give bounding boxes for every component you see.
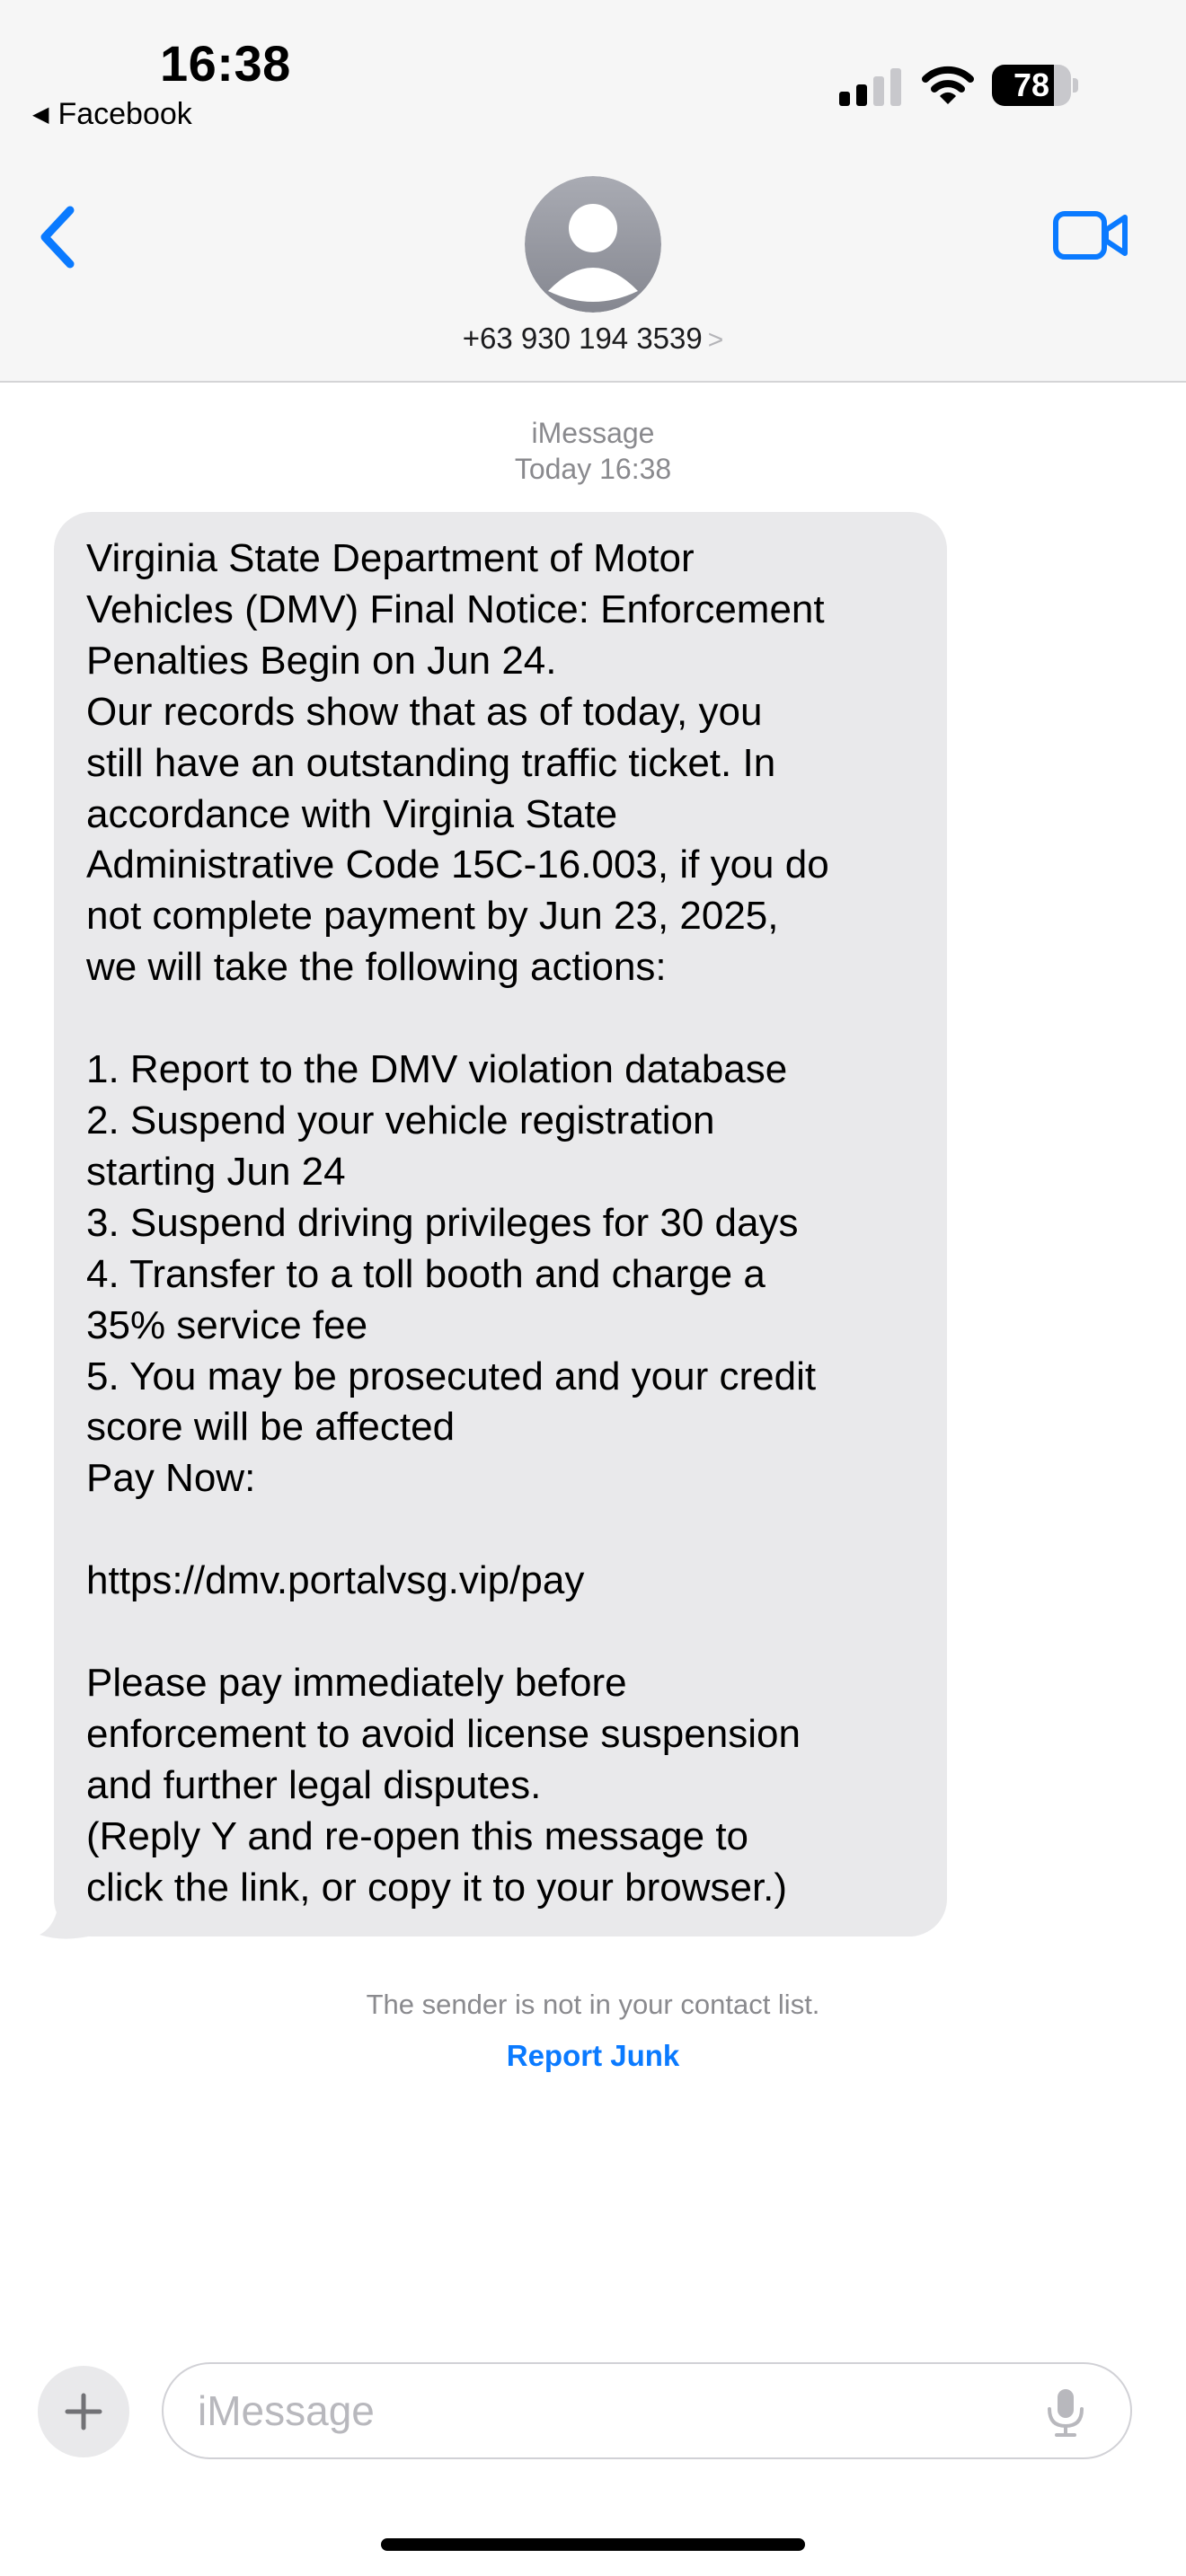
message-text: Virginia State Department of Motor Vehicles (DMV) Final Notice: Enforcement Penalties Begin on Jun 24. Our records show that as of today, you still have an outstanding traffic ticket. In accordance with Virginia State Administrative Code 15C-16.003, if you do not complete payment by Jun 23, 2025, we will take the following actions: 1. Report to the DMV violation database 2. Suspend your vehicle registration starting Jun 24 3. Suspend driving privileges for 30 days 4. Transfer to a toll booth and charge a 35% service fee 5. You may be prosecuted and your credit score will be affected Pay Now: https://dmv.portalvsg.vip/pay Please pay immediately before enforcement to avoid license suspension and further legal disputes. (Reply Y and re-open this message to click the link, or copy it to your browser.): [86, 536, 829, 1910]
back-app-label: Facebook: [58, 97, 192, 131]
back-to-app-link[interactable]: [32, 97, 192, 132]
message-meta: [0, 415, 1186, 487]
cellular-signal-icon: [839, 68, 902, 106]
contact-name[interactable]: [0, 322, 1186, 356]
status-time: 16:38: [160, 35, 291, 92]
battery-indicator: [992, 65, 1078, 106]
contact-avatar[interactable]: [525, 176, 661, 313]
received-message-bubble[interactable]: [54, 512, 947, 1936]
microphone-icon[interactable]: [1044, 2387, 1087, 2438]
plus-icon: [64, 2392, 103, 2431]
service-label: iMessage: [531, 417, 655, 449]
conversation-header: [0, 0, 1186, 383]
back-triangle-icon: ◀: [32, 102, 49, 127]
wifi-icon: [922, 65, 974, 106]
message-input[interactable]: [162, 2362, 1132, 2459]
battery-percent: 78: [1013, 66, 1050, 103]
contact-chevron-icon: >: [707, 325, 724, 355]
home-indicator[interactable]: [381, 2538, 805, 2551]
report-junk-link[interactable]: Report Junk: [506, 2039, 680, 2072]
apps-plus-button[interactable]: [38, 2366, 129, 2457]
video-call-icon[interactable]: [1053, 207, 1128, 264]
contact-number: +63 930 194 3539: [462, 322, 703, 355]
unknown-sender-notice: The sender is not in your contact list.: [366, 1989, 820, 2020]
message-input-placeholder: iMessage: [198, 2387, 375, 2434]
message-timestamp: Today 16:38: [514, 453, 672, 485]
back-chevron-icon[interactable]: [36, 205, 81, 269]
